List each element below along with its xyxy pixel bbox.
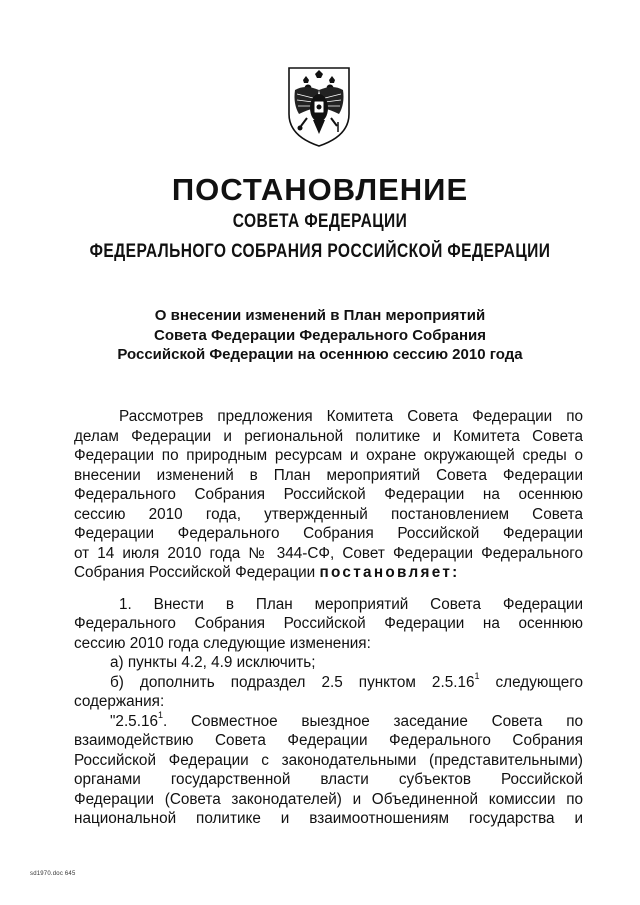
- document-subject: [60, 306, 580, 365]
- subject-line: Российской Федерации на осеннюю сессию 2010 года: [117, 346, 523, 363]
- quote-line: национальной политике и взаимоотношениям государства и: [74, 810, 583, 827]
- preamble-line: от 14 июля 2010 года № 344-СФ, Совет Федерации Федерального: [74, 544, 583, 562]
- sub-b-tail: следующего: [479, 673, 583, 691]
- document-title: ПОСТАНОВЛЕНИЕ: [171, 172, 469, 207]
- quote-number: "2.5.16: [110, 712, 158, 730]
- item1-sub-a: а) пункты 4.2, 4.9 исключить;: [110, 654, 316, 671]
- quote-line: Российской Федерации с законодательными (представительными): [74, 751, 583, 769]
- document-body: [74, 407, 583, 829]
- preamble-line: внесении изменений в План мероприятий Совета Федерации: [74, 466, 583, 484]
- preamble-line: сессию 2010 года, утвержденный постановлением Совета: [74, 505, 583, 523]
- subject-line: О внесении изменений в План мероприятий: [154, 307, 486, 324]
- item1-sub-b-cont: содержания:: [74, 693, 165, 710]
- item1-sub-b: [74, 673, 583, 693]
- preamble-line: делам Федерации и региональной политике и Комитета Совета: [74, 427, 583, 445]
- subject-line: Совета Федерации Федерального Собрания: [153, 326, 487, 344]
- document-subtitle-assembly: ФЕДЕРАЛЬНОГО СОБРАНИЯ РОССИЙСКОЙ ФЕДЕРАЦИИ: [89, 241, 551, 262]
- preamble-line: Рассмотрев предложения Комитета Совета Федерации по: [119, 408, 583, 425]
- coat-of-arms-emblem: [285, 64, 353, 148]
- paragraph-gap: [74, 583, 583, 595]
- preamble-line: Федерации Федерального Собрания Российской Федерации: [74, 525, 583, 542]
- footnote-mark: 1: [474, 671, 480, 682]
- resolves-word: постановляет:: [319, 564, 460, 581]
- item1-line: Федерального Собрания Российской Федерации на осеннюю: [74, 615, 583, 632]
- quote-line: органами государственной власти субъектов Российской: [74, 771, 583, 788]
- preamble-last-line: [74, 563, 583, 583]
- footnote-mark: 1: [157, 710, 163, 721]
- item1-line: сессию 2010 года следующие изменения:: [74, 634, 371, 652]
- russian-coat-of-arms-icon: [285, 64, 353, 148]
- quote-line: Федерации (Совета законодателей) и Объединенной комиссии по: [74, 790, 583, 808]
- quote-text: . Совместное выездное заседание Совета по: [162, 712, 583, 730]
- sub-b-text: б) дополнить подраздел 2.5 пунктом 2.5.16: [110, 673, 475, 691]
- item1-line: 1. Внести в План мероприятий Совета Федерации: [119, 595, 583, 613]
- preamble-last-text: Собрания Российской Федерации: [74, 564, 316, 581]
- file-reference: sd1970.doc 645: [30, 871, 76, 877]
- preamble-line: Федерации по природным ресурсам и охране окружающей среды о: [74, 447, 583, 464]
- quote-line: взаимодействию Совета Федерации Федерального Собрания: [74, 732, 583, 749]
- quote-first-line: [74, 712, 583, 732]
- document-subtitle-council: СОВЕТА ФЕДЕРАЦИИ: [232, 211, 408, 232]
- preamble-line: Федерального Собрания Российской Федерации на осеннюю: [74, 486, 583, 503]
